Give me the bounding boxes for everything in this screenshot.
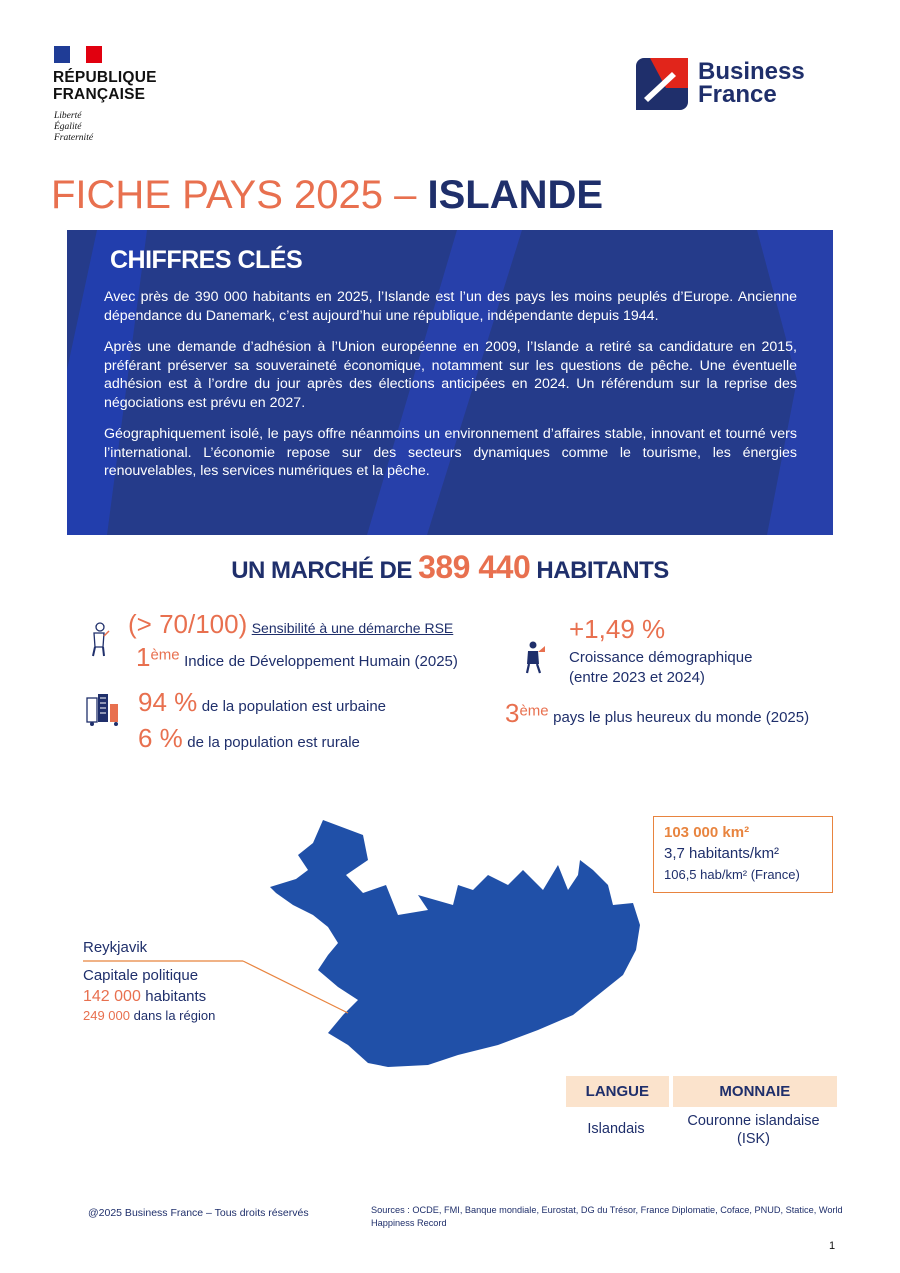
area-info-box: 103 000 km² 3,7 habitants/km² 106,5 hab/km² (France) [653, 816, 833, 893]
key-figures-text [104, 288, 797, 494]
currency-value: Couronne islandaise (ISK) [687, 1113, 820, 1147]
paragraph: Géographiquement isolé, le pays offre néanmoins un environnement d’affaires stable, innovant et tourné vers l’international. L’économie repose sur des secteurs dynamiques comme le tourisme, les énergies renouvelables, les services numériques et la pêche. [104, 426, 797, 479]
person-icon [88, 621, 110, 657]
republique-francaise-logo: RÉPUBLIQUE FRANÇAISE [53, 69, 157, 103]
urban-stat: 94 % de la population est urbaine [138, 687, 387, 717]
republic-motto: Liberté Égalité Fraternité [54, 111, 94, 143]
copyright: @2025 Business France – Tous droits réservés [88, 1207, 309, 1219]
business-france-wordmark: Business France [698, 58, 805, 108]
language-header: LANGUE [566, 1076, 669, 1107]
currency-header: MONNAIE [673, 1076, 837, 1107]
language-value: Islandais [587, 1121, 645, 1137]
iceland-map [268, 815, 648, 1070]
page-number: 1 [829, 1240, 836, 1252]
sources-note: Sources : OCDE, FMI, Banque mondiale, Eurostat, DG du Trésor, France Diplomatie, Coface, PNUD, Statice, World Happiness Record [371, 1205, 843, 1228]
city-buildings-icon [86, 694, 126, 726]
happiness-stat: 3ème pays le plus heureux du monde (2025) [505, 698, 810, 728]
growth-label: Croissance démographique (entre 2023 et 2024) [569, 649, 753, 686]
market-headline: UN MARCHÉ DE 389 440 HABITANTS [231, 549, 669, 585]
rural-stat: 6 % de la population est rurale [138, 723, 360, 753]
person-megaphone-icon [524, 640, 546, 674]
french-flag-icon [54, 46, 102, 63]
rse-stat: (> 70/100) Sensibilité à une démarche RSE [128, 609, 454, 639]
capital-info: Reykjavik Capitale politique 142 000 habitants 249 000 dans la région [83, 939, 216, 1023]
paragraph: Avec près de 390 000 habitants en 2025, l’Islande est l’un des pays les moins peuplés d’Europe. Ancienne dépendance du Danemark, c’est aujourd’hui une république, indépendante depuis 1944. [104, 289, 797, 324]
page-title: FICHE PAYS 2025 – ISLANDE [51, 173, 604, 217]
business-france-logo-icon [636, 58, 688, 110]
paragraph: Après une demande d’adhésion à l’Union européenne en 2009, l’Islande a retiré sa candidature en 2015, préférant préserver sa souveraineté économique, notamment sur les questions de pêche. Une éventuelle adhésion est à l’ordre du jour après des élections anticipées en 2024. Un référendum sur la reprise des négociations est prévu en 2027. [104, 339, 797, 411]
key-figures-title: CHIFFRES CLÉS [110, 246, 303, 274]
growth-value: +1,49 % [569, 614, 666, 644]
hdi-stat: 1ème Indice de Développement Humain (2025) [136, 642, 458, 672]
info-table-header [566, 1076, 837, 1107]
